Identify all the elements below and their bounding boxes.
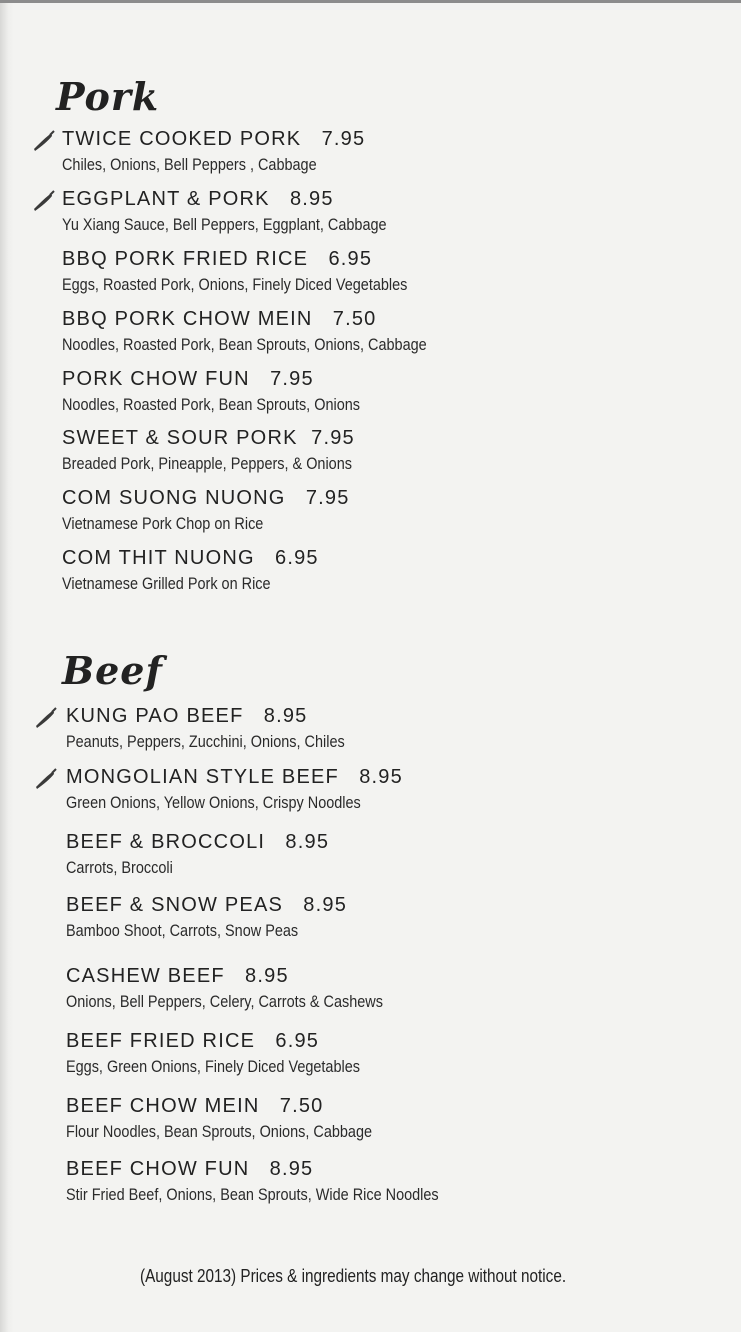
item-name: BEEF & BROCCOLI 8.95 (66, 831, 330, 853)
menu-item (0, 894, 720, 952)
menu-item (0, 1030, 720, 1088)
item-name: COM THIT NUONG 6.95 (62, 547, 319, 569)
item-description: Yu Xiang Sauce, Bell Peppers, Eggplant, Cabbage (62, 215, 387, 234)
item-name: BEEF FRIED RICE 6.95 (66, 1030, 320, 1052)
menu-item (0, 705, 720, 763)
section-title-beef: Beef (62, 648, 163, 693)
item-description: Peanuts, Peppers, Zucchini, Onions, Chiles (66, 732, 345, 751)
chili-pepper-icon (32, 707, 58, 729)
menu-item (0, 487, 720, 545)
item-description: Onions, Bell Peppers, Celery, Carrots & Cashews (66, 992, 383, 1011)
item-description: Flour Noodles, Bean Sprouts, Onions, Cabbage (66, 1122, 373, 1141)
menu-item (0, 1158, 720, 1216)
item-description: Breaded Pork, Pineapple, Peppers, & Onions (62, 454, 352, 473)
item-description: Vietnamese Pork Chop on Rice (62, 514, 264, 533)
item-name: BBQ PORK FRIED RICE 6.95 (62, 248, 373, 270)
menu-item (0, 1095, 720, 1153)
item-name: TWICE COOKED PORK 7.95 (62, 128, 366, 150)
menu-item (0, 188, 720, 246)
menu-item (0, 308, 720, 366)
menu-item (0, 128, 720, 186)
footer-note: (August 2013) Prices & ingredients may change without notice. (140, 1266, 567, 1286)
item-name: BEEF & SNOW PEAS 8.95 (66, 894, 348, 916)
menu-item (0, 248, 720, 306)
item-description: Eggs, Green Onions, Finely Diced Vegetables (66, 1057, 360, 1076)
item-name: MONGOLIAN STYLE BEEF 8.95 (66, 766, 403, 788)
item-description: Stir Fried Beef, Onions, Bean Sprouts, Wide Rice Noodles (66, 1185, 439, 1204)
menu-item (0, 427, 720, 485)
item-name: CASHEW BEEF 8.95 (66, 965, 289, 987)
chili-pepper-icon (30, 190, 56, 212)
chili-pepper-icon (32, 768, 58, 790)
item-description: Green Onions, Yellow Onions, Crispy Noodles (66, 793, 361, 812)
menu-item (0, 547, 720, 605)
item-name: EGGPLANT & PORK 8.95 (62, 188, 334, 210)
section-title-pork: Pork (56, 74, 160, 119)
item-name: COM SUONG NUONG 7.95 (62, 487, 350, 509)
menu-item (0, 965, 720, 1023)
item-description: Bamboo Shoot, Carrots, Snow Peas (66, 921, 299, 940)
item-name: KUNG PAO BEEF 8.95 (66, 705, 308, 727)
item-description: Eggs, Roasted Pork, Onions, Finely Diced Vegetables (62, 275, 408, 294)
item-name: PORK CHOW FUN 7.95 (62, 368, 314, 390)
menu-item (0, 368, 720, 426)
item-name: BEEF CHOW FUN 8.95 (66, 1158, 314, 1180)
item-description: Noodles, Roasted Pork, Bean Sprouts, Onions, Cabbage (62, 335, 427, 354)
page-top-border (0, 0, 741, 3)
item-description: Chiles, Onions, Bell Peppers , Cabbage (62, 155, 317, 174)
menu-item (0, 766, 720, 824)
item-name: BBQ PORK CHOW MEIN 7.50 (62, 308, 377, 330)
menu-item (0, 831, 720, 889)
item-description: Vietnamese Grilled Pork on Rice (62, 574, 271, 593)
item-description: Carrots, Broccoli (66, 858, 173, 877)
item-name: SWEET & SOUR PORK 7.95 (62, 427, 355, 449)
item-name: BEEF CHOW MEIN 7.50 (66, 1095, 324, 1117)
item-description: Noodles, Roasted Pork, Bean Sprouts, Onions (62, 395, 361, 414)
chili-pepper-icon (30, 130, 56, 152)
